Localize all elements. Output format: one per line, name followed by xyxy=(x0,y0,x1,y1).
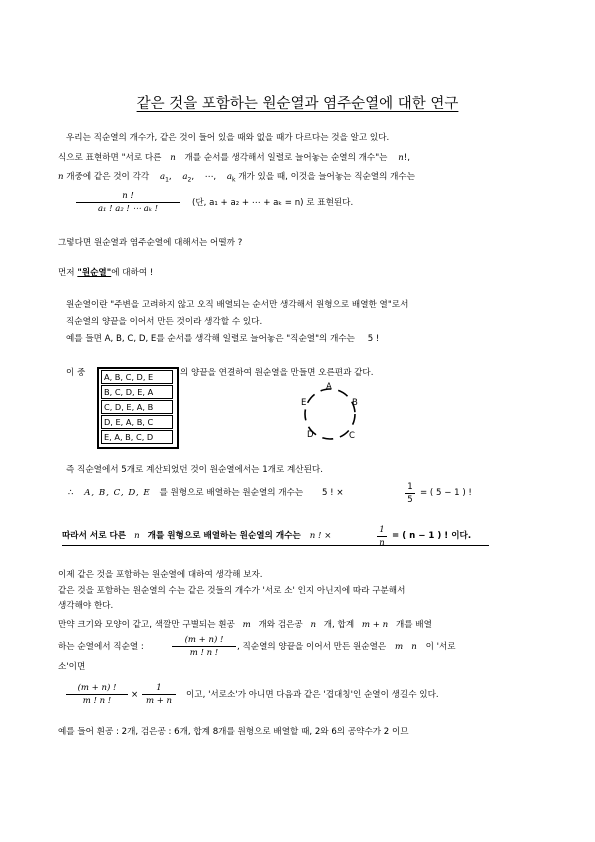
permutation-box xyxy=(97,367,179,449)
part2-line-2: 같은 것을 포함하는 원순열의 수는 같은 것들의 개수가 '서로 소' 인지 아닌지에 따라 구분해서 xyxy=(58,586,406,596)
part2-line-8: 예를 들어 흰공 : 2개, 검은공 : 6개, 합계 8개를 원형으로 배열할 때, 2와 6의 공약수가 2 이므 xyxy=(58,727,409,737)
part2-fraction-3: 1 m + n xyxy=(142,683,176,706)
summary-fraction: 1 n xyxy=(377,525,387,548)
summary-line: 따라서 서로 다른 n 개를 원형으로 배열하는 원순열의 개수는 n ! × xyxy=(62,531,332,541)
example-pre: 이 중 xyxy=(66,368,86,378)
definition-line-2: 직순열의 양끝을 이어서 만든 것이라 생각할 수 있다. xyxy=(66,317,263,327)
intro-fraction: n ! a₁ ! a₂ ! ⋯ aₖ ! xyxy=(76,191,180,214)
intro-line-2: 식으로 표현하면 "서로 다른 n 개를 순서를 생각해서 일렬로 늘어놓는 순열의 개수"는 n!, xyxy=(58,153,410,163)
permutation-row: D, E, A, B, C xyxy=(101,415,173,429)
intro-condition: (단, a₁ + a₂ + ⋯ + aₖ = n) 로 표현된다. xyxy=(192,198,354,208)
permutation-row: C, D, E, A, B xyxy=(101,400,173,414)
formula-1-fraction: 1 5 xyxy=(405,482,415,505)
circle-label-b: B xyxy=(352,398,358,408)
definition-line-3: 예를 들면 A, B, C, D, E를 순서를 생각해 일렬로 늘어놓은 "직순열"의 개수는 5 ! xyxy=(66,334,380,344)
part2-line-3: 생각해야 한다. xyxy=(58,601,114,611)
part2-line-7: 이고, '서로소'가 아니면 다음과 같은 '겹대칭'인 순열이 생길수 있다. xyxy=(186,690,439,700)
page-title: 같은 것을 포함하는 원순열과 염주순열에 대한 연구 xyxy=(136,96,459,112)
formula-1-line: ∴ A, B, C, D, E 를 원형으로 배열하는 원순열의 개수는 5 ! × xyxy=(68,488,344,498)
part2-times: × xyxy=(131,690,139,700)
permutation-row: B, C, D, E, A xyxy=(101,385,173,399)
part2-line-5b: , 직순열의 양끝을 이어서 만든 원순열은 m n 이 '서로 xyxy=(237,642,456,652)
first-heading: 먼저 "원순열"에 대하여 ! xyxy=(58,268,154,278)
intro-line-1: 우리는 직순열의 개수가, 같은 것이 들어 있을 때와 없을 때가 다르다는 것을 알고 있다. xyxy=(66,133,390,143)
summary-result: = ( n − 1 ) ! 이다. xyxy=(392,531,472,541)
circle-label-c: C xyxy=(349,431,355,441)
part2-line-6: 소'이면 xyxy=(58,662,86,672)
formula-1-result: = ( 5 − 1 ) ! xyxy=(420,488,472,498)
circle-label-e: E xyxy=(301,398,307,408)
question: 그렇다면 원순열과 염주순열에 대해서는 어떨까 ? xyxy=(58,238,243,248)
conclusion-1: 즉 직순열에서 5개로 계산되었던 것이 원순열에서는 1개로 계산된다. xyxy=(66,465,323,475)
circle-label-d: D xyxy=(307,430,314,440)
part2-fraction-1: (m + n) ! m ! n ! xyxy=(172,635,236,658)
permutation-row: E, A, B, C, D xyxy=(101,430,173,444)
part2-line-5a: 하는 순열에서 직순열 : xyxy=(58,642,144,652)
intro-line-3: n 개중에 같은 것이 각각 $a_1$, $a_2$, ⋯, $a_k$ 개가 있을 때, 이것을 늘어놓는 직순열의 개수는 xyxy=(58,172,416,184)
summary-underline xyxy=(62,545,489,546)
part2-line-4: 만약 크기와 모양이 같고, 색깔만 구별되는 흰공 m 개와 검은공 n 개, 합계 m + n 개를 배열 xyxy=(58,620,432,630)
part2-fraction-2: (m + n) ! m ! n ! xyxy=(66,683,128,706)
permutation-row: A, B, C, D, E xyxy=(101,370,173,384)
circle-label-a: A xyxy=(326,382,332,392)
definition-line-1: 원순열이란 "주변을 고려하지 않고 오직 배열되는 순서만 생각해서 원형으로 배열한 열"로서 xyxy=(66,300,409,310)
example-post: 의 양끝을 연결하여 원순열을 만들면 오른편과 같다. xyxy=(180,368,374,378)
part2-line-1: 이제 같은 것을 포함하는 원순열에 대하여 생각해 보자. xyxy=(58,570,263,580)
